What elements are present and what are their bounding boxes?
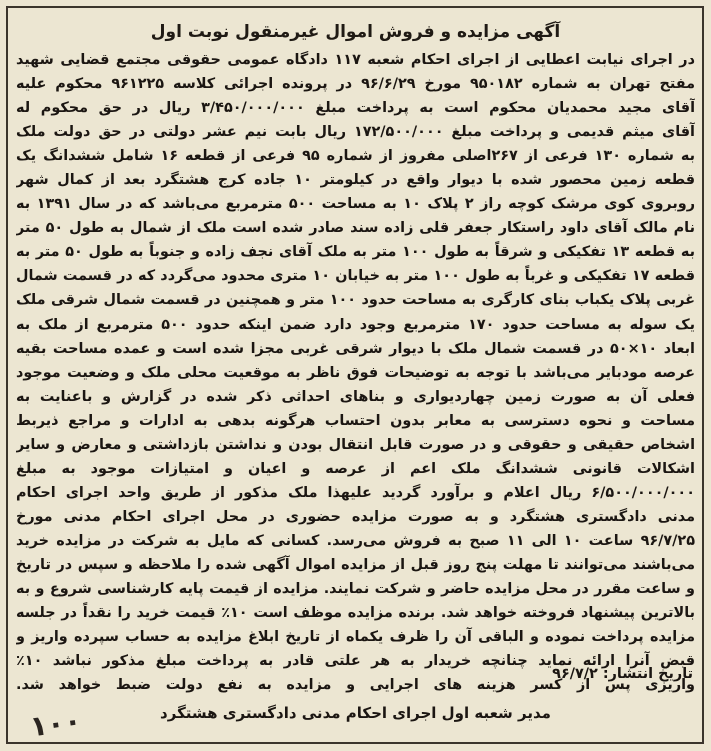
body-line: قطعه ۱۷ تفکیکی و غرباً به طول ۱۰۰ متر به خیابان ۱۰ متری محدود می‌گردد که در قسمت شمال bbox=[16, 268, 695, 285]
handwritten-mark: ۱۰۰ bbox=[27, 703, 84, 744]
body-line: آقای مجید محمدیان محکوم است به پرداخت مبلغ ۳/۴۵۰/۰۰۰/۰۰۰ ریال در حق محکوم له bbox=[16, 100, 695, 117]
notice-body bbox=[16, 48, 695, 697]
body-line: یک سوله به مساحت حدود ۱۷۰ مترمربع وجود دارد ضمن اینکه حدود ۵۰۰ مترمربع از ملک به bbox=[16, 316, 695, 333]
body-line: و ساعت مقرر در محل مزایده حاضر و شرکت نمایند. مزایده از قیمت پایه کارشناسی شروع و به bbox=[16, 581, 695, 598]
body-line: به شماره ۱۳۰ فرعی از ۲۶۷اصلی مفروز از شماره ۹۵ فرعی از قطعه ۱۶ شامل ششدانگ یک bbox=[16, 148, 695, 165]
body-line: مزایده پرداخت نموده و الباقی آن را ظرف یکماه از تاریخ ابلاغ مزایده به حساب سپرده واریز و bbox=[16, 629, 695, 646]
body-line: به قطعه ۱۳ تفکیکی و شرقاً به طول ۱۰۰ متر به ملک آقای نجف زاده و جنوباً به طول ۵۰ متر به bbox=[16, 244, 695, 261]
body-line: روبروی کوی مرشک کوچه راز ۲ پلاک ۱۰ به مساحت ۵۰۰ مترمربع می‌باشد که در سال ۱۳۹۱ به bbox=[16, 196, 695, 213]
body-line: قطعه زمین محصور شده با دیوار واقع در کیلومتر ۱۰ جاده کرج هشتگرد بعد از کمال شهر bbox=[16, 172, 695, 189]
body-line: قبض آنرا ارائه نماید چنانچه خریدار به هر علتی قادر به پرداخت مبلغ مذکور نباشد ۱۰٪ bbox=[16, 653, 695, 670]
body-line: اشخاص حقیقی و حقوقی و در صورت قابل انتقال بودن و نداشتن بازداشتی و معارض و سایر bbox=[16, 436, 695, 453]
body-line: آقای میثم قدیمی و پرداخت مبلغ ۱۷۲/۵۰۰/۰۰۰ ریال بابت نیم عشر دولتی در حق دولت ملک bbox=[16, 124, 695, 141]
body-line: بالاترین پیشنهاد فروخته خواهد شد. برنده مزایده موظف است ۱۰٪ قیمت خرید را نقداً در جلسه bbox=[16, 605, 695, 622]
body-line: ۹۶/۷/۲۵ ساعت ۱۰ الی ۱۱ صبح به فروش می‌رسد. کسانی که مایل به شرکت در مزایده خرید bbox=[16, 532, 695, 549]
body-line: واریزی پس از کسر هزینه های اجرایی و مزایده به نفع دولت ضبط خواهد شد. bbox=[16, 677, 695, 694]
body-line: ابعاد ۱۰×۵۰ در قسمت شمال ملک با دیوار شرقی غربی مجزا شده است و عمده مساحت بقیه bbox=[16, 340, 695, 357]
body-line: ۶/۵۰۰/۰۰۰/۰۰۰ ریال اعلام و برآورد گردید علیهذا ملک مذکور از طریق واحد اجرای احکام bbox=[16, 484, 695, 501]
body-line: می‌باشند می‌توانند تا مهلت پنج روز قبل از مزایده اموال آگهی شده را ملاحظه و سپس در تاریخ bbox=[16, 556, 695, 573]
notice-title: آگهی مزایده و فروش اموال غیرمنقول نوبت اول bbox=[150, 22, 561, 42]
body-line: در اجرای نیابت اعطایی از اجرای احکام شعبه ۱۱۷ دادگاه عمومی حقوقی مجتمع قضایی شهید bbox=[16, 52, 695, 68]
publication-date: تاریخ انتشار: ۹۶/۷/۲ bbox=[552, 666, 693, 682]
body-line: مفتح تهران به شماره ۹۵۰۱۸۲ مورخ ۹۶/۶/۲۹ در پرونده اجرائی کلاسه ۹۶۱۲۲۵ محکوم علیه bbox=[16, 76, 695, 93]
body-line: مدنی دادگستری هشتگرد و به صورت مزایده حضوری در محل اجرای احکام مدنی مورخ bbox=[16, 508, 695, 525]
body-line: مساحت و نحوه دسترسی به معابر بدون احتساب هرگونه بدهی به ادارات و مراجع ذیربط bbox=[16, 412, 695, 429]
body-line: اشکالات قانونی ششدانگ ملک اعم از عرصه و اعیان و امتیازات موجود به مبلغ bbox=[16, 460, 695, 477]
body-line: عرصه مودبایر می‌باشد با توجه به توضیحات فوق ناظر به موقعیت محلی ملک و وضعیت موجود bbox=[16, 364, 695, 381]
signature-line: مدیر شعبه اول اجرای احکام مدنی دادگستری هشتگرد bbox=[160, 704, 551, 722]
body-line: نام مالک آقای داود راستکار جعفر قلی زاده سند صادر شده است ملک از شمال به طول ۵۰ متر bbox=[16, 220, 695, 237]
body-line: غربی پلاک یکباب بنای کارگری به مساحت حدود ۱۰۰ متر و همچنین در قسمت شمال شرقی ملک bbox=[16, 292, 695, 309]
body-line: فعلی آن به صورت زمین چهاردیواری و بناهای احداثی ذکر شده در گزارش و باعنایت به bbox=[16, 388, 695, 405]
